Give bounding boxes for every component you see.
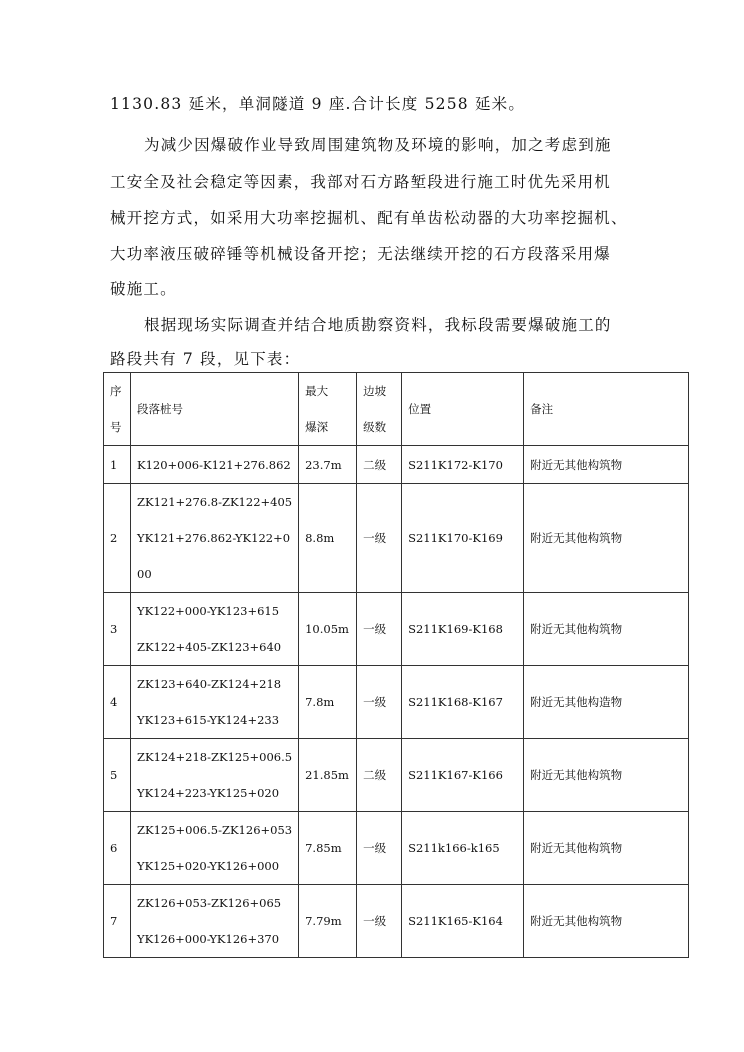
cell-location: S211K169-K168: [402, 593, 524, 666]
section-line: ZK123+640-ZK124+218: [137, 677, 282, 691]
cell-section: [131, 812, 299, 885]
table-row: [104, 593, 689, 666]
header-slope: 边坡 级数: [357, 373, 402, 446]
header-no: 序 号: [104, 373, 131, 446]
cell-section: [131, 484, 299, 593]
section-line: ZK125+006.5-ZK126+053: [137, 823, 293, 837]
paragraph-line: 大功率液压破碎锤等机械设备开挖；无法继续开挖的石方段落采用爆: [110, 245, 612, 263]
cell-remark: 附近无其他构筑物: [524, 812, 689, 885]
cell-remark: 附近无其他构造物: [524, 666, 689, 739]
cell-depth: 7.8m: [299, 666, 357, 739]
cell-depth: 7.85m: [299, 812, 357, 885]
paragraph-line: 1130.83 延米，单洞隧道 9 座.合计长度 5258 延米。: [110, 95, 526, 113]
table-row: [104, 812, 689, 885]
section-line: YK122+000-YK123+615: [137, 604, 280, 618]
paragraph-line: 根据现场实际调查并结合地质勘察资料，我标段需要爆破施工的: [144, 316, 612, 334]
cell-slope: 一级: [357, 885, 402, 958]
cell-depth: 10.05m: [299, 593, 357, 666]
cell-no: 2: [104, 484, 131, 593]
cell-no: 6: [104, 812, 131, 885]
section-line: ZK122+405-ZK123+640: [137, 640, 282, 654]
cell-remark: 附近无其他构筑物: [524, 739, 689, 812]
cell-location: S211k166-k165: [402, 812, 524, 885]
cell-depth: 7.79m: [299, 885, 357, 958]
section-line: ZK126+053-ZK126+065: [137, 896, 282, 910]
cell-remark: 附近无其他构筑物: [524, 484, 689, 593]
cell-remark: 附近无其他构筑物: [524, 446, 689, 484]
section-line: ZK124+218-ZK125+006.5: [137, 750, 293, 764]
cell-slope: 一级: [357, 593, 402, 666]
section-line: ZK121+276.8-ZK122+405: [137, 495, 293, 509]
cell-depth: 23.7m: [299, 446, 357, 484]
cell-remark: 附近无其他构筑物: [524, 593, 689, 666]
paragraph-line: 破施工。: [110, 280, 177, 298]
cell-section: [131, 885, 299, 958]
cell-section: [131, 446, 299, 484]
cell-section: [131, 666, 299, 739]
cell-location: S211K170-K169: [402, 484, 524, 593]
section-line: 00: [137, 567, 152, 581]
section-line: YK123+615-YK124+233: [137, 713, 280, 727]
section-line: YK126+000-YK126+370: [137, 932, 280, 946]
header-remark: 备注: [524, 373, 689, 446]
table-header-row: [104, 373, 689, 446]
section-line: YK124+223-YK125+020: [137, 786, 280, 800]
table-row: [104, 739, 689, 812]
header-location: 位置: [402, 373, 524, 446]
cell-slope: 二级: [357, 446, 402, 484]
cell-section: [131, 593, 299, 666]
cell-location: S211K165-K164: [402, 885, 524, 958]
cell-location: S211K167-K166: [402, 739, 524, 812]
cell-no: 5: [104, 739, 131, 812]
cell-no: 1: [104, 446, 131, 484]
header-section: 段落桩号: [131, 373, 299, 446]
paragraph-line: 路段共有 7 段，见下表：: [110, 350, 301, 368]
cell-slope: 一级: [357, 484, 402, 593]
cell-section: [131, 739, 299, 812]
cell-no: 3: [104, 593, 131, 666]
cell-location: S211K172-K170: [402, 446, 524, 484]
cell-no: 4: [104, 666, 131, 739]
table-row: [104, 666, 689, 739]
cell-slope: 一级: [357, 666, 402, 739]
table-row: [104, 484, 689, 593]
cell-depth: 8.8m: [299, 484, 357, 593]
section-line: YK121+276.862-YK122+0: [137, 531, 291, 545]
paragraph-line: 械开挖方式，如采用大功率挖掘机、配有单齿松动器的大功率挖掘机、: [110, 209, 628, 227]
paragraph-line: 工安全及社会稳定等因素，我部对石方路堑段进行施工时优先采用机: [110, 173, 612, 191]
table-row: [104, 885, 689, 958]
cell-no: 7: [104, 885, 131, 958]
cell-depth: 21.85m: [299, 739, 357, 812]
paragraph-line: 为减少因爆破作业导致周围建筑物及环境的影响，加之考虑到施: [144, 136, 612, 154]
cell-location: S211K168-K167: [402, 666, 524, 739]
table-row: [104, 446, 689, 484]
cell-slope: 一级: [357, 812, 402, 885]
cell-remark: 附近无其他构筑物: [524, 885, 689, 958]
blasting-sections-table: [103, 372, 689, 958]
section-line: K120+006-K121+276.862: [137, 457, 291, 472]
section-line: YK125+020-YK126+000: [137, 859, 280, 873]
cell-slope: 二级: [357, 739, 402, 812]
header-depth: 最大 爆深: [299, 373, 357, 446]
